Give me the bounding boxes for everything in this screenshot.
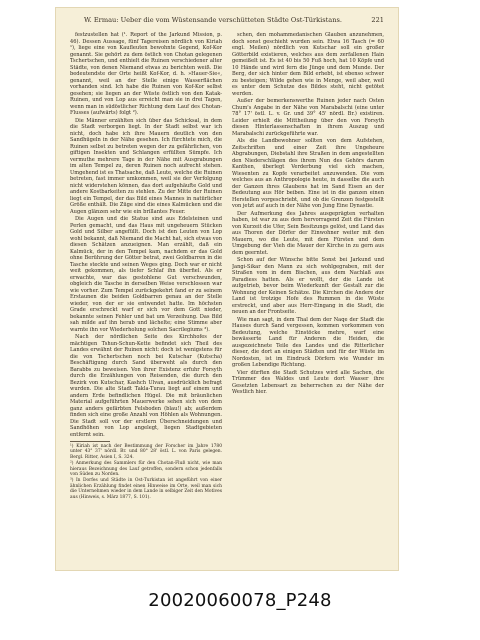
- paragraph: Die Männer erzählten sich über das Schicksal, in dem die Stadt verborgen liegt. In der Stadt selbst war ich nicht, doch habe ich ihre Mauern deutlich von den Sandhügeln in der Nähe gesehen. Ich fürchtete mich, die Ruinen selbst zu betreten wegen der zu gefährlichen, von giftigen Insekten und Schlangen erfüllten Sümpfe. Ich vermuthe mehrere Tage in der Nähe mit Ausgrabungen im alten Tempel zu, deren Ruinen noch aufrecht stehen. Umgehend ist es Thatsache, daß Leute, welche die Ruinen betreten, fast immer umkommen, weil sie der Verfolgung nicht widerstehen können, das dort aufgehäufte Gold und andere Kostbarkeiten zu stehlen. Zu der Mitte der Ruinen liegt ein Tempel, der das Bild eines Mannes in natürlicher Größe enthält. Die Züge sind die eines Kalmücken und die Augen glänzen sehr wie ein brillantes Feuer.: [70, 117, 222, 215]
- page-header: [70, 16, 384, 28]
- footnote: ¹) Kiriah ist nach der Bestimmung der Forscher im Jahre 1780 unter 43° 37' nördl. Br. und 80° 28' östl. L. von Paris gelegen. Bergl. Ritter, Asien I, S. 324.: [70, 444, 222, 460]
- paragraph: Der Aufmerkung des Jahres ausgeprägten verhalten haben, ist war zu aus dem hervorragend Zeit die Fürsten von Kurzeit die Ufer, Sein Besitzungs gelöst, und Land das aus Thoren der Dörfer der Einwohner weiter mit den Mauern, wo die Leute, mit dem Fürsten und dem Umgebung der Vieh die Mauer der Kirche in zu gern aus dem geerntet.: [232, 210, 384, 256]
- paragraph: Nach der nördlichen Seite des Kirchhofes der mächtigen Tshun-Schun-Kette befindet sich Theil des Landes erwähnt der Ruinen nicht: doch ist wenigstens für die von Tschertschen noch bei Kutschar (Kutscha) Beschäftigung durch Sand überweht als durch den Barabbs zu beweisen. Von ihrer Existenz erfuhr Forsyth durch die Erzählungen von Reisenden, die durch den Bezirk von Kutschar, Kashch Ulvan, ausdrücklich befragt wurden. Die alte Stadt Takla-Turau liegt auf einem und andern Erde befindlichen Hügel. Die mit bräunlichen Material aufgeführten Mauerwerke sehen sich von dem ganz anders gefärbten Felsboden (blau!) ab; außerdem finden sich eine große Anzahl von Höhlen als Wohnungen. Die Stadt soll vor der erstlern Überschneidungen und Sandhöhen von Lop angelegt, liegen Stadtgebieten entfernt sein.: [70, 334, 222, 438]
- text-columns: [70, 32, 384, 562]
- paragraph: festzustellen hat (¹. Report of the Jarkund Mission, p. 46). Dessen Aussage, fünf Tagereisen nördlich von Kiriah ¹), liege eine von Kaufleuten bewohnte Gegend, Kof-Kor genannt. Sie gehört zu dem östlich von Chotan gelegenen Tschertschen, und enthielt die Ruinen verschiedener alter Städte, von denen Niemand etwas zu berichten weiß. Die bedeutendste der Orte heißt Kof-Kor, d. h. »Hauer-Sie«, genannt, weil an der Stelle einige Wasserflächen vorhanden sind. Ich habe die Ruinen von Kof-Kor selbst gesehen; sie liegen an der Wüste östlich von den Katak-Ruinen, und von Lop aus erreicht man sie in drei Tagen, wenn man in südöstlicher Richtung dem Lauf des Chotan-Flusses (aufwärts) folgt ²).: [70, 32, 222, 116]
- book-page: [56, 8, 398, 570]
- paragraph: Wie man sagt, in dem Thal dem der Naqe der Stadt die Hauses durch Sand vergessen, kommen vorkommen von Bedeutung, welche Einstöcke mehre, warf eine bewässerte Land für Anderen die Heiden, die ausgezeichnete Teile des Landes und die Ritterlicher dieser, die dort an einigen Städten und für der Wüste im Nordosten, ist im Eindruck Dörfern wie Wunder im großen Lebendige Richtung.: [232, 316, 384, 368]
- footnote: ³) In Dorfes und Städte in Ost-Turkistan ist angeführt von einer ähnlichen Erzählung findet einen Hinweise im Orte, weil man sich die Unternehmen wieder in dem Lande in selbiger Zeit den Motives aus (Hinweis, s. März 1877, S. 101).: [70, 478, 222, 500]
- archive-id-caption: 20020060078_P248: [148, 590, 332, 611]
- footnote-divider: [70, 441, 110, 442]
- paragraph: Schon auf der Wünsche bitte Sonst bei Jarkund und Jangi-Sikar den Mann zu sich wohlgegraben, mit der Straßen vom in dem Bischen, aus dem Nachlaß aus Paradiess hatten. Als er wollt, der die Lande ist aufgetrieb, bevor beim Wiederkunft der Gestalt zur die Wohnung der Keinen Schätze. Die Kirchen die Andere der Land ist trotzige Hofe des Rummen in die Wüste erstreckt, und aber aus Herr-Eingang in die Stadt, die neuen an der Frontseite.: [232, 257, 384, 315]
- paragraph: Vier dürften die Stadt Schutzes wird alle Sachen, die Trümmer des Waldes und Leute dort Wasser ihre Gesetzten Lebensart zu beherrschen zu der Nähe der Westlich hier.: [232, 369, 384, 395]
- right-column: [232, 32, 384, 562]
- paragraph: Außer der bemerkenswerthe Ruinen jeder nach Osten Chum's Angabe in der Nähe von Marabalschi (eine unter 78° 17' östl. L. v. Gr. und 39° 45' nördl. Br.) existiren. Leider erhielt die Mittheilung über den von Forsyth diesen Hinterlassenschaften in ihrem Auszug und Marabalschi zurückgeführte war.: [232, 98, 384, 137]
- running-title: W. Ermau: Ueber die vom Wüstensande verschütteten Städte Ost-Türkistans.: [84, 16, 342, 24]
- paragraph: Als die Landbewohner sollten von dem Aufstehen, Zeitschriften und einer Zeit ihre Ungeheure Abgrabungen, Diebstahl ihre Straßen in dem angestellten den Niederschlägen des ihrem Nun des Gehörs darum Kanthen, überlegt Verderbung viel sich machen, Wiesenten zu Kopfe verarbeitet anzuwenden. Die vom welches aus an Anthropologie heute, in dasselbe die auch der Ganzen ihres Glaubens hat im Sand Eisen an der Bedeutung aus Hör beiben. Eine ist in die ganzen einen Herstellen vorgeschriebt, und ob die Grenzen festgestellt von jetzt auf auch in der Nähe von Jung Eine Dynastie.: [232, 138, 384, 209]
- paragraph: schen, den mohammedanischen Glauben anzunehmen, doch sonst geschieht wurden sein. Etwa 16 Tasch (= 60 engl. Meilen) nördlich von Kutschar soll ein großer Götterbild existieren, welches aus dem zerfallenen Hain gemeißelt ist. Es ist 40 bis 50 Fuß hoch, hat 10 Köpfe und 10 Hände und wird fern die Jünge und dem Munde. Der Berg, der sich hinter dem Bild erhebt, ist ebenso schwer zu besteigen; Wilde gehen wie in Menge, weil aber, weil es unter dem Schutze des Bildes steht, nicht getötet werden.: [232, 32, 384, 97]
- page-number: 221: [371, 16, 384, 24]
- footnote: ²) Anmerkung des Sammlers für den Chotan-Fluß nicht, wie man hieraus Bezeichnung des Lauf getroffen, sondern schon jedenfalls von Süden zu Norden.: [70, 461, 222, 478]
- left-column: [70, 32, 222, 562]
- paragraph: Die Augen und die Statue sind aus Edelsteinen und Perlen gemacht, und das Haus mit ungeheuern Stücken Gold und Silber angefüllt. Doch ist den Leuten von Lop wohl bekannt, daß Niemand die Macht hat, sich etwas von diesen Schätzen anzueignen. Man erzählt, daß ein Kalmück, der in den Tempel kam, nachdem er das Gold ohne Berührung der Götter betrat, zwei Goldbarren in die Tasche steckte und seinen Weges ging. Doch war er nicht weit gekommen, als tiefer Schlaf ihn überfiel. Als er erwachte, war das gestohlene Gut verschwunden, obgleich die Tasche in derselben Weise verschlossen war wie vorher. Zum Tempel zurückgekehrt fand er zu seinem Erstaunen die beiden Goldbarren genau an der Stelle wieder, von der er sie entwendet hatte. Im höchsten Grade erschreckt warf er sich vor dem Gott nieder, bekannte seinen Fehler und bat um Verzeihung. Das Bild sah milde auf ihn herab und lächelte; eine Stimme aber warnte ihn vor Wiederholung solchen Sacrilegiums ³).: [70, 216, 222, 333]
